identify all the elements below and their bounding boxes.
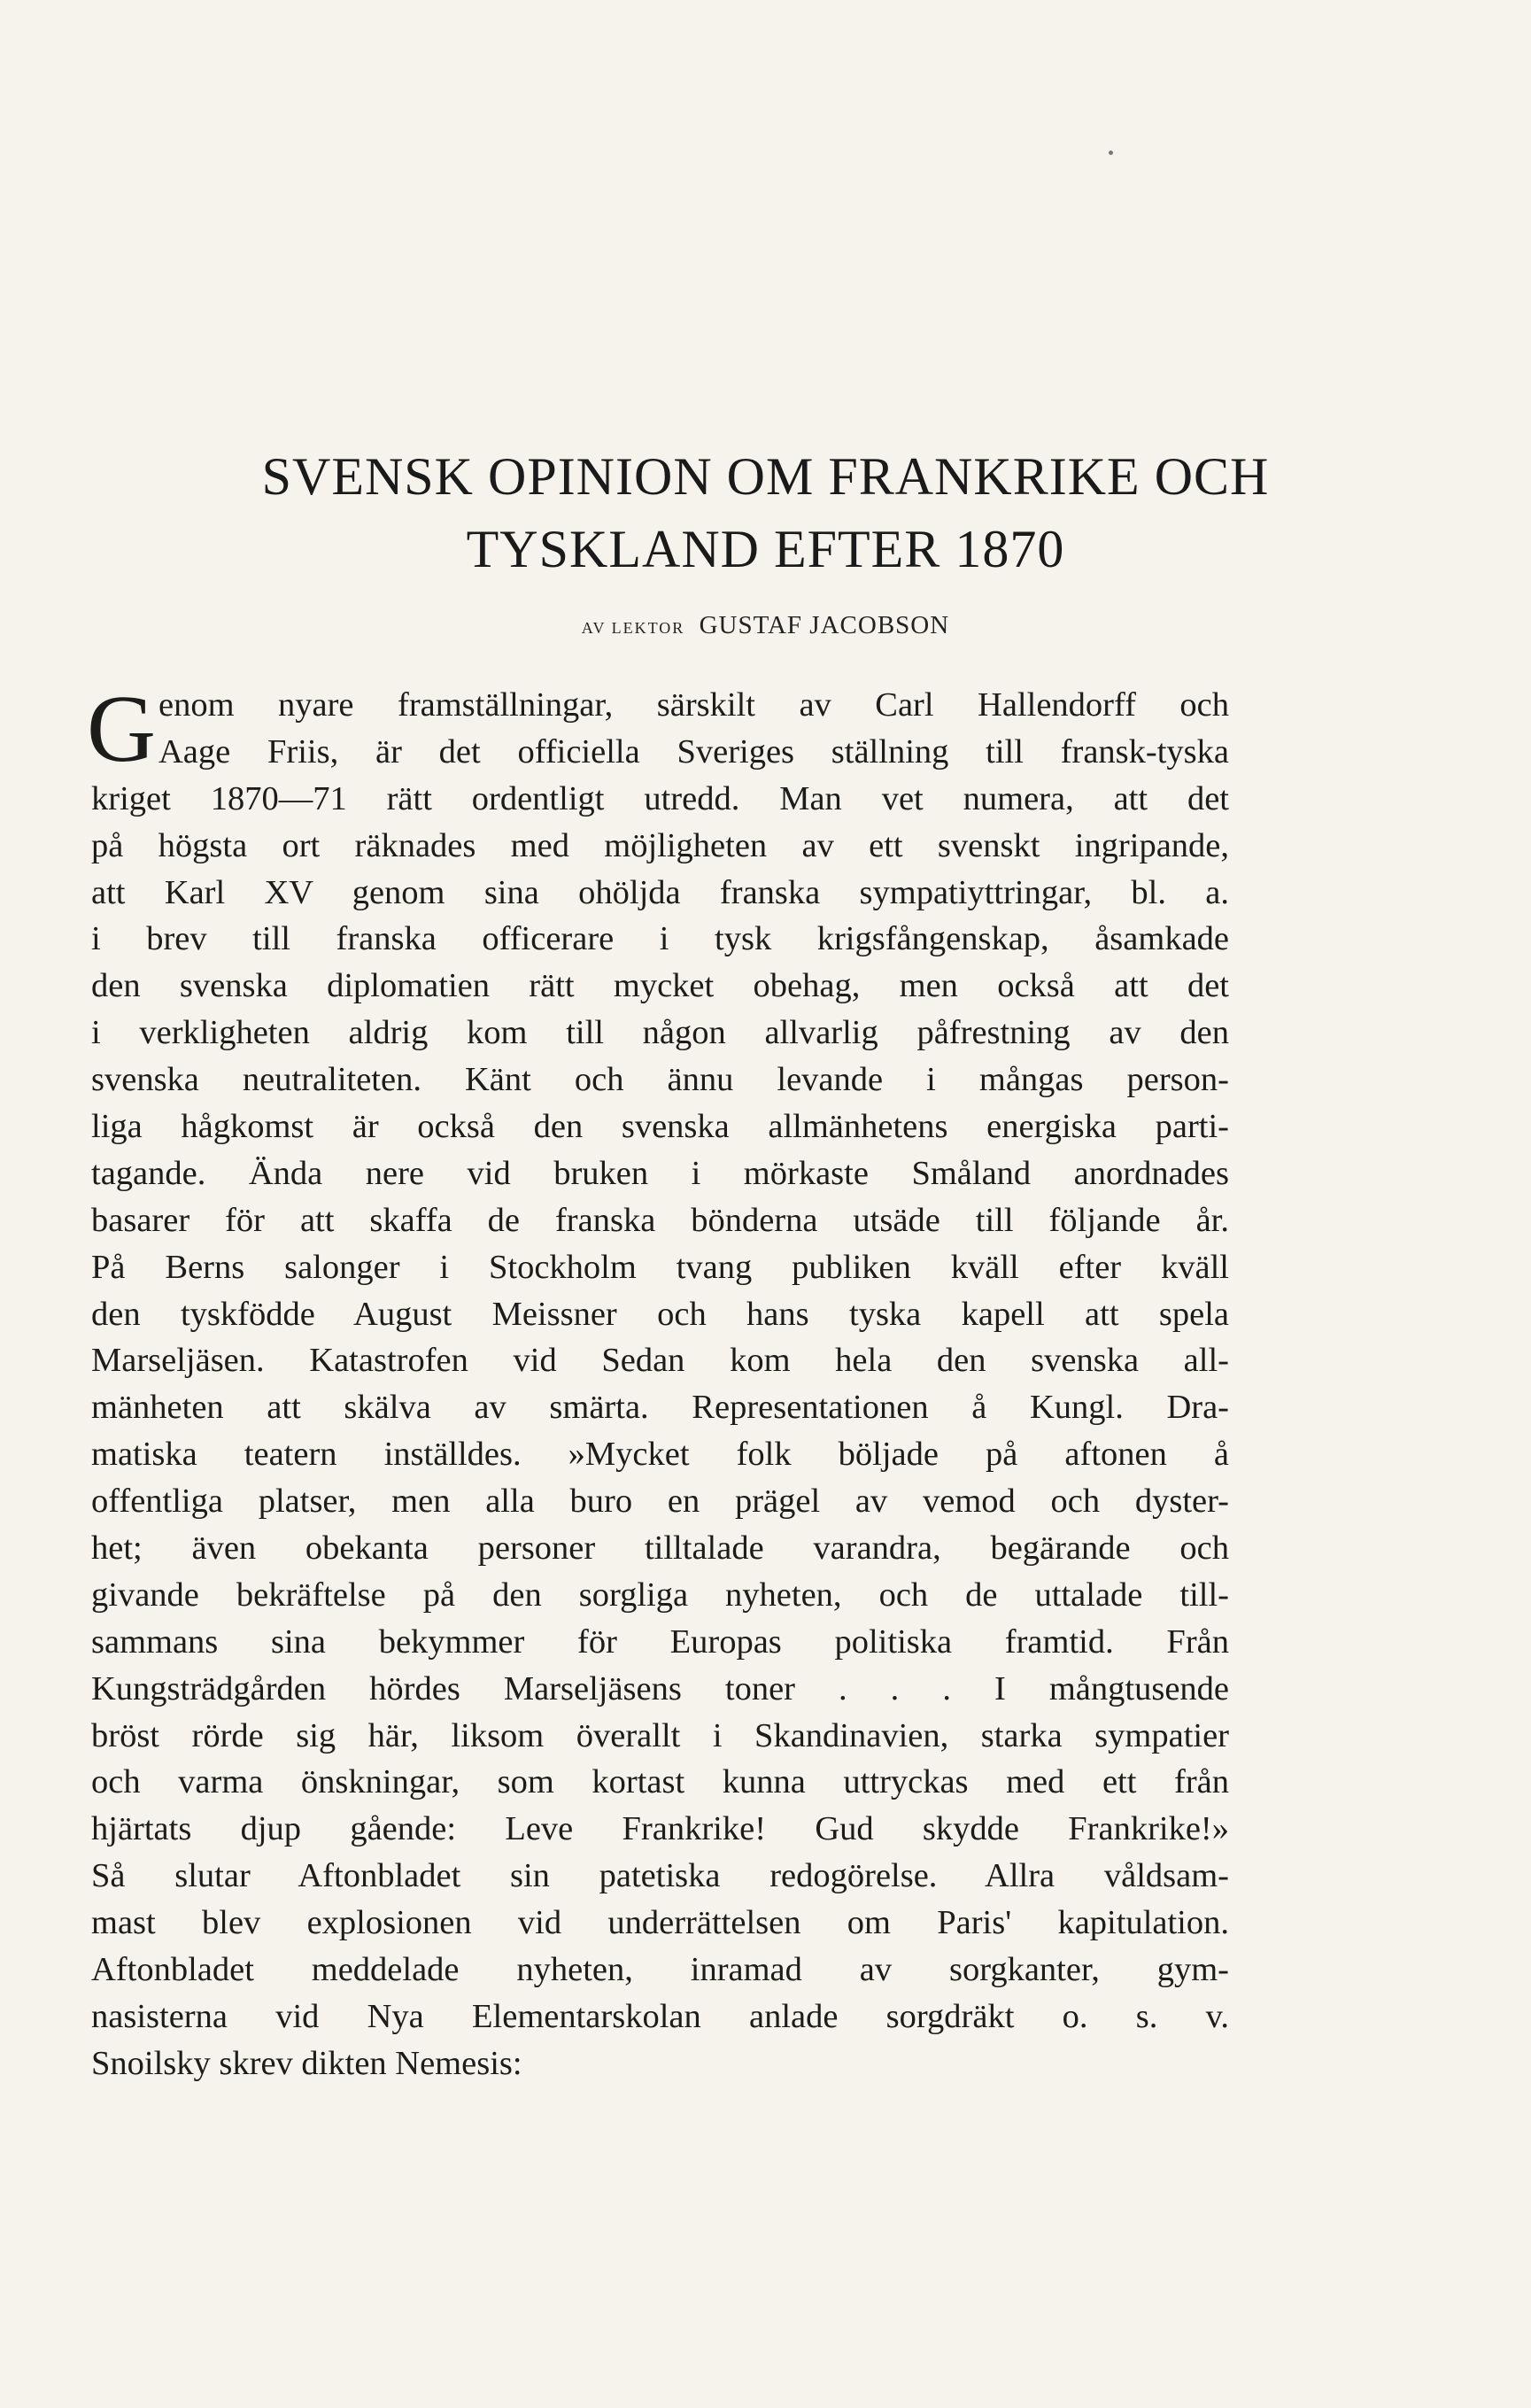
text-line: På Berns salonger i Stockholm tvang publiken kväll efter kväll (91, 1248, 1229, 1286)
text-line: tagande. Ända nere vid bruken i mörkaste Småland anordnades (91, 1154, 1229, 1192)
text-line: sammans sina bekymmer för Europas politiska framtid. Från (91, 1622, 1229, 1661)
text-line: Aftonbladet meddelade nyheten, inramad av sorgkanter, gym- (91, 1951, 1229, 1989)
text-line: hjärtats djup gående: Leve Frankrike! Gud skydde Frankrike!» (91, 1810, 1229, 1848)
text-line: het; även obekanta personer tilltalade varandra, begärande och (91, 1529, 1229, 1568)
text-line: och varma önskningar, som kortast kunna uttryckas med ett från (91, 1763, 1229, 1801)
text-line: matiska teatern inställdes. »Mycket folk böljade på aftonen å (91, 1436, 1229, 1474)
text-line: svenska neutraliteten. Känt och ännu levande i mångas person- (91, 1061, 1229, 1099)
text-line: att Karl XV genom sina ohöljda franska sympatiyttringar, bl. a. (91, 873, 1229, 911)
text-line: enom nyare framställningar, särskilt av Carl Hallendorff och (159, 686, 1229, 724)
byline (0, 611, 1531, 640)
drop-cap: G (87, 677, 156, 782)
text-line: i brev till franska officerare i tysk krigsfångenskap, åsamkade (91, 920, 1229, 958)
text-line: Marseljäsen. Katastrofen vid Sedan kom hela den svenska all- (91, 1342, 1229, 1380)
article-title-line-1: SVENSK OPINION OM FRANKRIKE OCH (261, 447, 1270, 506)
author-name: GUSTAF JACOBSON (699, 611, 950, 639)
ink-speck (1109, 151, 1113, 155)
text-line: bröst rörde sig här, liksom överallt i Skandinavien, starka sympatier (91, 1716, 1229, 1754)
text-line: Snoilsky skrev dikten Nemesis: (91, 2044, 522, 2082)
text-line: liga hågkomst är också den svenska allmänhetens energiska parti- (91, 1108, 1229, 1146)
text-line: på högsta ort räknades med möjligheten av ett svenskt ingripande, (91, 826, 1229, 864)
text-line: basarer för att skaffa de franska bönderna utsäde till följande år. (91, 1201, 1229, 1239)
text-line: mänheten att skälva av smärta. Representationen å Kungl. Dra- (91, 1389, 1229, 1427)
text-line: Så slutar Aftonbladet sin patetiska redogörelse. Allra våldsam- (91, 1857, 1229, 1895)
text-line: nasisterna vid Nya Elementarskolan anlade sorgdräkt o. s. v. (91, 1997, 1229, 2035)
article-title-line-2: TYSKLAND EFTER 1870 (466, 520, 1065, 578)
article-body (91, 682, 1229, 2087)
text-line: Kungsträdgården hördes Marseljäsens toner . . . I mångtusende (91, 1669, 1229, 1707)
text-line: Aage Friis, är det officiella Sveriges ställning till fransk-tyska (159, 732, 1229, 770)
text-line: den svenska diplomatien rätt mycket obehag, men också att det (91, 967, 1229, 1005)
text-line: kriget 1870—71 rätt ordentligt utredd. Man vet numera, att det (91, 779, 1229, 817)
text-line: i verkligheten aldrig kom till någon allvarlig påfrestning av den (91, 1014, 1229, 1052)
text-line: offentliga platser, men alla buro en prägel av vemod och dyster- (91, 1483, 1229, 1521)
byline-prefix: AV LEKTOR (581, 619, 685, 637)
text-line: mast blev explosionen vid underrättelsen om Paris' kapitulation. (91, 1904, 1229, 1942)
text-line: den tyskfödde August Meissner och hans tyska kapell att spela (91, 1295, 1229, 1333)
text-line: givande bekräftelse på den sorgliga nyheten, och de uttalade till- (91, 1576, 1229, 1614)
